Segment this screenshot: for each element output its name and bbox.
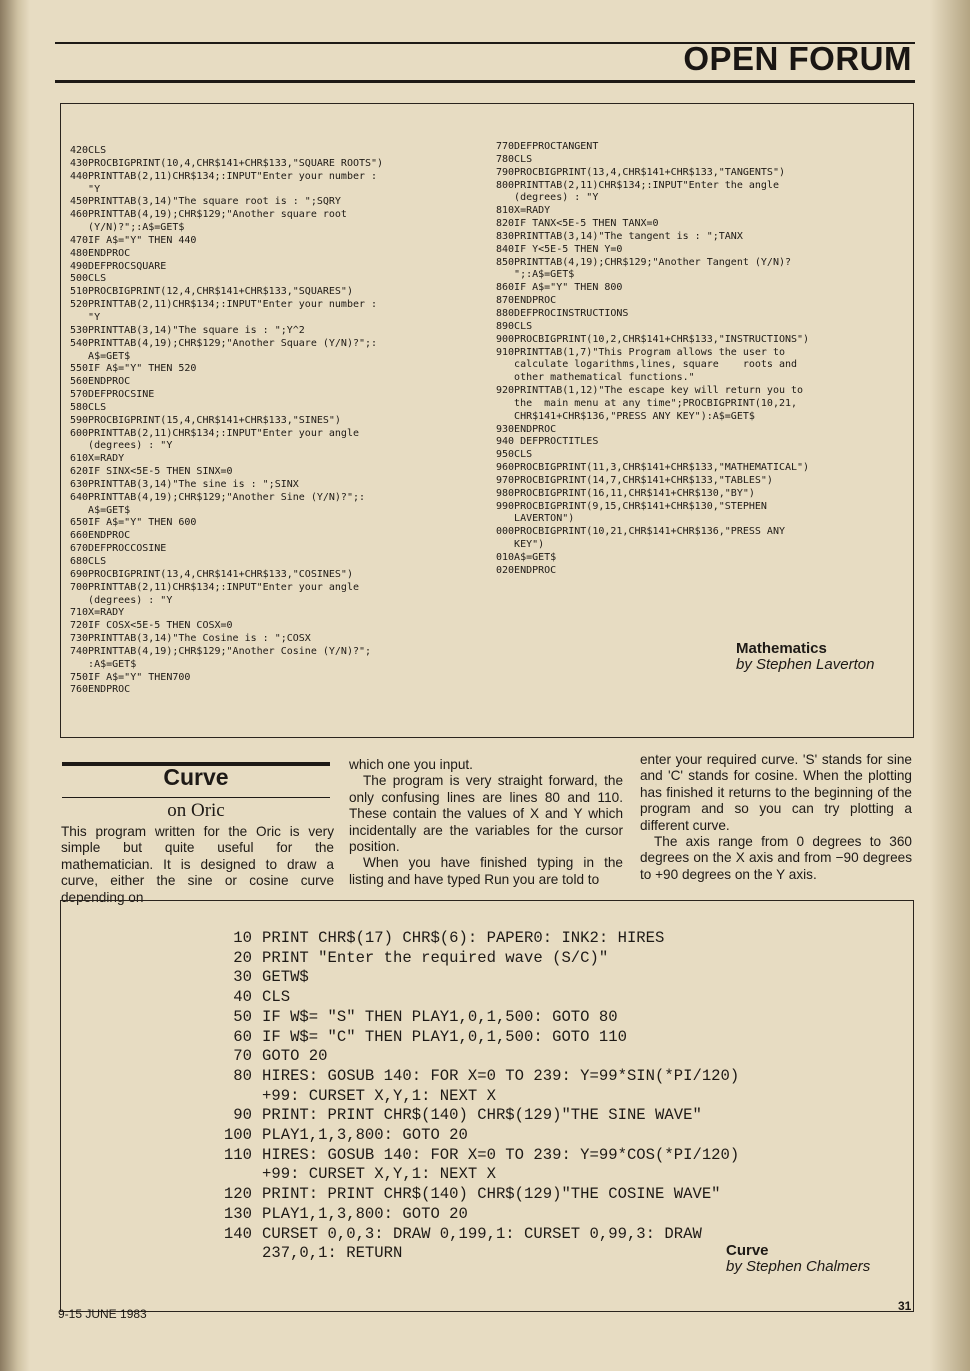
line-code: CLS — [262, 988, 291, 1007]
code-line: 000PROCBIGPRINT(10,21,CHR$141+CHR$136,"PRESS ANY — [496, 526, 785, 538]
line-code: CURSET 0,0,3: DRAW 0,199,1: CURSET 0,99,3: DRAW — [262, 1224, 702, 1243]
article-paragraph: which one you input. — [349, 757, 473, 772]
section-title: OPEN FORUM — [683, 40, 912, 77]
code-line: 960PROCBIGPRINT(11,3,CHR$141+CHR$133,"MATHEMATICAL") — [496, 462, 810, 474]
code-line: 940 DEFPROCTITLES — [496, 436, 599, 448]
oric-code-line — [212, 1146, 739, 1166]
program-listing-right — [496, 141, 809, 578]
code-line: 540PRINTTAB(4,19);CHR$129;"Another Square (Y/N)?";: — [70, 337, 378, 349]
code-line: "Y — [70, 183, 101, 195]
line-number: 130 — [223, 1204, 252, 1223]
credit-byline: by Stephen Chalmers — [726, 1258, 871, 1275]
line-code: HIRES: GOSUB 140: FOR X=0 TO 239: Y=99*COS(*PI/120) — [262, 1145, 740, 1164]
code-line: 420CLS — [70, 145, 107, 156]
line-code: +99: CURSET X,Y,1: NEXT X — [262, 1165, 496, 1184]
oric-code-line — [212, 1047, 739, 1067]
line-code: PRINT CHR$(17) CHR$(6): PAPER0: INK2: HIRES — [262, 929, 665, 947]
oric-code-line — [212, 1067, 739, 1087]
line-code: PRINT: PRINT CHR$(140) CHR$(129)"THE SINE WAVE" — [262, 1106, 702, 1125]
code-line: 860IF A$="Y" THEN 800 — [496, 282, 623, 294]
code-line: 700PRINTTAB(2,11)CHR$134;:INPUT"Enter your angle — [70, 581, 359, 593]
line-number: 20 — [233, 948, 252, 967]
credit-curve — [726, 1243, 870, 1275]
line-code: IF W$= "C" THEN PLAY1,0,1,500: GOTO 110 — [262, 1027, 627, 1046]
oric-code-line — [212, 1205, 739, 1225]
code-line: 440PRINTTAB(2,11)CHR$134;:INPUT"Enter your number : — [70, 170, 378, 182]
oric-code-line — [212, 1244, 739, 1264]
code-line: 020ENDPROC — [496, 564, 557, 576]
oric-code-line — [212, 1028, 739, 1048]
page-shadow-left — [0, 0, 30, 1371]
code-line: 930ENDPROC — [496, 423, 557, 435]
code-line: 830PRINTTAB(3,14)"The tangent is : ";TANX — [496, 230, 743, 242]
code-line: 630PRINTTAB(3,14)"The sine is : ";SINX — [70, 478, 299, 490]
code-line: 520PRINTTAB(2,11)CHR$134;:INPUT"Enter your number : — [70, 299, 378, 311]
line-number: 140 — [223, 1224, 252, 1243]
code-line: 980PROCBIGPRINT(16,11,CHR$141+CHR$130,"BY") — [496, 487, 755, 499]
article-paragraph: enter your required curve. 'S' stands for sine and 'C' stands for cosine. When the plotting has finished it returns to the beginning of the program and so you can try plotting a different curve. — [640, 752, 912, 833]
code-line: 840IF Y<5E-5 THEN Y=0 — [496, 243, 623, 255]
code-line: ";:A$=GET$ — [496, 269, 575, 281]
line-number: 70 — [233, 1047, 252, 1066]
code-line: 990PROCBIGPRINT(9,15,CHR$141+CHR$130,"STEPHEN — [496, 500, 767, 512]
line-number: 30 — [233, 968, 252, 987]
code-line: (degrees) : "Y — [70, 440, 173, 452]
code-line: 510PROCBIGPRINT(12,4,CHR$141+CHR$133,"SQUARES") — [70, 286, 353, 298]
oric-code-line — [212, 949, 739, 969]
line-code: PRINT "Enter the required wave (S/C)" — [262, 948, 609, 967]
code-line: A$=GET$ — [70, 504, 131, 516]
article-column-3 — [640, 752, 912, 883]
code-line: 810X=RADY — [496, 205, 551, 217]
program-listing-left — [70, 145, 383, 697]
page-shadow-right — [930, 0, 970, 1371]
code-line: 010A$=GET$ — [496, 552, 557, 563]
article-paragraph: This program written for the Oric is very simple but quite useful for the mathematician. It is designed to draw a curve, either the sine or cosine curve depending on — [61, 824, 334, 905]
code-line: 580CLS — [70, 401, 107, 413]
code-line: 570DEFPROCSINE — [70, 389, 155, 401]
oric-code-line — [212, 1008, 739, 1028]
code-line: KEY") — [496, 539, 545, 551]
oric-code-line — [212, 1087, 739, 1107]
code-line: 530PRINTTAB(3,14)"The square is : ";Y^2 — [70, 324, 305, 336]
line-code: IF W$= "S" THEN PLAY1,0,1,500: GOTO 80 — [262, 1007, 618, 1026]
code-line: 770DEFPROCTANGENT — [496, 141, 599, 152]
code-line: other mathematical functions." — [496, 372, 695, 384]
oric-code-line — [212, 929, 739, 949]
code-line: "Y — [70, 311, 101, 323]
line-code: PRINT: PRINT CHR$(140) CHR$(129)"THE COSINE WAVE" — [262, 1185, 721, 1204]
credit-title: Mathematics — [736, 640, 827, 657]
code-line: (degrees) : "Y — [70, 594, 173, 606]
code-line: (degrees) : "Y — [496, 192, 599, 204]
article-column-1 — [61, 824, 334, 906]
code-line: 460PRINTTAB(4,19);CHR$129;"Another square root — [70, 209, 347, 221]
code-line: (Y/N)?";:A$=GET$ — [70, 222, 185, 234]
code-line: 670DEFPROCCOSINE — [70, 543, 167, 555]
code-line: 560ENDPROC — [70, 376, 131, 388]
code-line: 780CLS — [496, 153, 533, 165]
line-number: 110 — [223, 1145, 252, 1164]
credit-byline: by Stephen Laverton — [736, 656, 875, 673]
code-line: 890CLS — [496, 320, 533, 332]
line-code: 237,0,1: RETURN — [262, 1244, 403, 1263]
code-line: 710X=RADY — [70, 607, 125, 619]
code-line: 850PRINTTAB(4,19);CHR$129;"Another Tangent (Y/N)? — [496, 256, 792, 268]
code-line: 730PRINTTAB(3,14)"The Cosine is : ";COSX — [70, 633, 311, 645]
code-line: 680CLS — [70, 556, 107, 567]
page-number: 31 — [898, 1299, 912, 1313]
code-line: 970PROCBIGPRINT(14,7,CHR$141+CHR$133,"TABLES") — [496, 474, 773, 486]
line-number: 10 — [233, 929, 252, 947]
article-column-2 — [349, 757, 623, 888]
code-line: 450PRINTTAB(3,14)"The square root is : ";SQRY — [70, 196, 341, 208]
code-line: 910PRINTTAB(1,7)"This Program allows the user to — [496, 346, 785, 358]
article-paragraph: When you have finished typing in the listing and have typed Run you are told to — [349, 855, 623, 887]
line-code: PLAY1,1,3,800: GOTO 20 — [262, 1126, 468, 1145]
code-line: 600PRINTTAB(2,11)CHR$134;:INPUT"Enter your angle — [70, 427, 359, 439]
credit-title: Curve — [726, 1242, 769, 1259]
code-line: 900PROCBIGPRINT(10,2,CHR$141+CHR$133,"INSTRUCTIONS") — [496, 333, 810, 345]
code-line: 610X=RADY — [70, 453, 125, 465]
line-number — [212, 1244, 252, 1264]
line-number: 60 — [233, 1027, 252, 1046]
article-title: Curve — [163, 764, 229, 790]
oric-program-listing — [212, 929, 739, 1264]
code-line: 920PRINTTAB(1,12)"The escape key will return you to — [496, 385, 804, 397]
code-line: 690PROCBIGPRINT(13,4,CHR$141+CHR$133,"COSINES") — [70, 568, 353, 580]
line-number — [212, 1087, 252, 1107]
code-line: 820IF TANX<5E-5 THEN TANX=0 — [496, 218, 659, 230]
code-line: 430PROCBIGPRINT(10,4,CHR$141+CHR$133,"SQUARE ROOTS") — [70, 157, 384, 169]
code-line: 620IF SINX<5E-5 THEN SINX=0 — [70, 466, 233, 478]
line-number: 40 — [233, 988, 252, 1007]
code-line: 880DEFPROCINSTRUCTIONS — [496, 307, 629, 319]
code-line: the main menu at any time";PROCBIGPRINT(10,21, — [496, 397, 798, 409]
article-subtitle: on Oric — [167, 800, 225, 821]
oric-code-line — [212, 1225, 739, 1245]
code-line: 480ENDPROC — [70, 247, 131, 259]
code-line: 650IF A$="Y" THEN 600 — [70, 517, 197, 529]
line-number: 90 — [233, 1106, 252, 1125]
issue-date: 9-15 JUNE 1983 — [58, 1307, 147, 1321]
line-code: GETW$ — [262, 968, 309, 987]
code-line: 640PRINTTAB(4,19);CHR$129;"Another Sine (Y/N)?";: — [70, 491, 366, 503]
code-line: 740PRINTTAB(4,19);CHR$129;"Another Cosine (Y/N)?"; — [70, 645, 372, 657]
line-code: HIRES: GOSUB 140: FOR X=0 TO 239: Y=99*SIN(*PI/120) — [262, 1066, 740, 1085]
line-number: 50 — [233, 1007, 252, 1026]
code-line: 550IF A$="Y" THEN 520 — [70, 363, 197, 375]
code-line: 750IF A$="Y" THEN700 — [70, 671, 191, 683]
code-line: 470IF A$="Y" THEN 440 — [70, 234, 197, 246]
code-line: LAVERTON") — [496, 513, 575, 525]
code-line: 790PROCBIGPRINT(13,4,CHR$141+CHR$133,"TANGENTS") — [496, 166, 785, 178]
code-line: 490DEFPROCSQUARE — [70, 260, 167, 272]
code-line: 660ENDPROC — [70, 530, 131, 542]
code-line: 800PRINTTAB(2,11)CHR$134;:INPUT"Enter the angle — [496, 179, 779, 191]
line-number: 120 — [223, 1185, 252, 1204]
code-line: A$=GET$ — [70, 350, 131, 362]
line-code: +99: CURSET X,Y,1: NEXT X — [262, 1086, 496, 1105]
line-number — [212, 1165, 252, 1185]
line-number: 100 — [223, 1126, 252, 1145]
code-line: CHR$141+CHR$136,"PRESS ANY KEY"):A$=GET$ — [496, 410, 755, 422]
oric-code-line — [212, 968, 739, 988]
oric-code-line — [212, 1165, 739, 1185]
code-line: 870ENDPROC — [496, 295, 557, 307]
credit-mathematics — [736, 641, 874, 673]
oric-code-line — [212, 1126, 739, 1146]
code-line: 760ENDPROC — [70, 684, 131, 696]
code-line: 590PROCBIGPRINT(15,4,CHR$141+CHR$133,"SINES") — [70, 414, 341, 426]
code-line: :A$=GET$ — [70, 658, 137, 670]
line-code: PLAY1,1,3,800: GOTO 20 — [262, 1204, 468, 1223]
oric-code-line — [212, 1185, 739, 1205]
header-bottom-rule — [55, 80, 915, 83]
article-paragraph: The axis range from 0 degrees to 360 degrees on the X axis and from −90 degrees to +90 degrees on the Y axis. — [640, 834, 912, 882]
code-line: 500CLS — [70, 273, 107, 285]
oric-code-line — [212, 988, 739, 1008]
code-line: calculate logarithms,lines, square roots and — [496, 359, 798, 371]
code-line: 720IF COSX<5E-5 THEN COSX=0 — [70, 620, 233, 632]
code-line: 950CLS — [496, 449, 533, 461]
line-number: 80 — [233, 1066, 252, 1085]
oric-code-line — [212, 1106, 739, 1126]
article-paragraph: The program is very straight forward, the only confusing lines are lines 80 and 110. These contain the values of X and Y which incidentally are the variables for the cursor position. — [349, 773, 623, 855]
article-title-divider — [62, 797, 330, 798]
line-code: GOTO 20 — [262, 1047, 328, 1066]
